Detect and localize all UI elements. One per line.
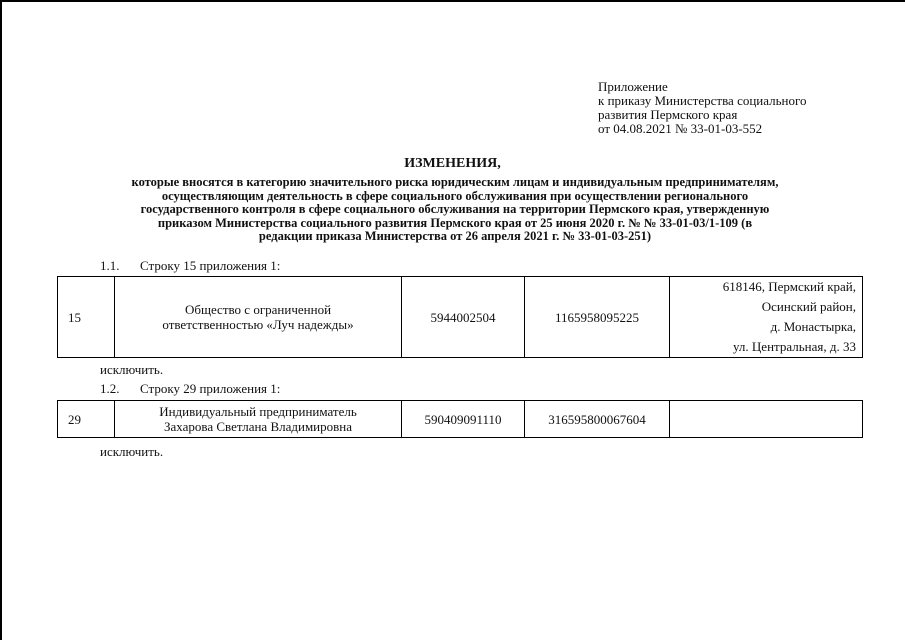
subtitle-line: которые вносятся в категорию значительного риска юридическим лицам и индивидуальным предпринимателям, [131, 175, 779, 189]
item-text: Строку 29 приложения 1: [140, 381, 281, 396]
item-number: 1.1. [100, 258, 120, 273]
table-row [58, 277, 863, 358]
appendix-line: от 04.08.2021 № 33-01-03-552 [598, 121, 763, 136]
address-line: ул. Центральная, д. 33 [733, 339, 856, 354]
item-action: исключить. [100, 444, 164, 459]
subtitle-line: государственного контроля в сфере социального обслуживания на территории Пермского края, утвержденную [140, 202, 770, 217]
item-number: 1.2. [100, 381, 120, 396]
inn-cell: 5944002504 [402, 277, 525, 358]
ogrn-cell: 316595800067604 [525, 401, 670, 438]
organization-name-cell [115, 277, 402, 358]
item-heading [100, 381, 280, 396]
address-cell [670, 277, 863, 358]
ogrn-cell: 1165958095225 [525, 277, 670, 358]
document-title: ИЗМЕНЕНИЯ, [404, 156, 501, 171]
excluded-row-table [57, 400, 863, 438]
subtitle-line: осуществляющим деятельность в сфере социального обслуживания при осуществлении регионального [161, 188, 749, 203]
address-cell [670, 401, 863, 438]
item-text: Строку 15 приложения 1: [140, 258, 281, 273]
name-line: Индивидуальный предприниматель [159, 404, 357, 419]
table-row [58, 401, 863, 438]
inn-cell: 590409091110 [402, 401, 525, 438]
appendix-line: к приказу Министерства социального [598, 93, 807, 108]
name-line: Общество с ограниченной [184, 302, 332, 317]
appendix-line: Приложение [598, 79, 668, 94]
scan-border-left [0, 0, 2, 640]
row-number-cell: 15 [58, 277, 115, 358]
subtitle-line: приказом Министерства социального развития Пермского края от 25 июня 2020 г. № № 33-01-03/1-109 (в [157, 215, 753, 230]
appendix-note [598, 80, 807, 136]
scan-border-top [0, 0, 905, 2]
row-number-cell: 29 [58, 401, 115, 438]
excluded-row-table [57, 276, 863, 358]
address-line: Осинский район, [761, 299, 856, 314]
appendix-line: развития Пермского края [598, 107, 738, 122]
name-line: ответственностью «Луч надежды» [162, 317, 354, 332]
item-action: исключить. [100, 362, 164, 377]
organization-name-cell [115, 401, 402, 438]
subtitle-line: редакции приказа Министерства от 26 апреля 2021 г. № 33-01-03-251) [258, 229, 652, 244]
address-line: д. Монастырка, [770, 319, 856, 334]
document-subtitle [40, 176, 870, 244]
address-line: 618146, Пермский край, [722, 279, 856, 294]
name-line: Захарова Светлана Владимировна [163, 419, 352, 434]
item-heading [100, 258, 280, 273]
